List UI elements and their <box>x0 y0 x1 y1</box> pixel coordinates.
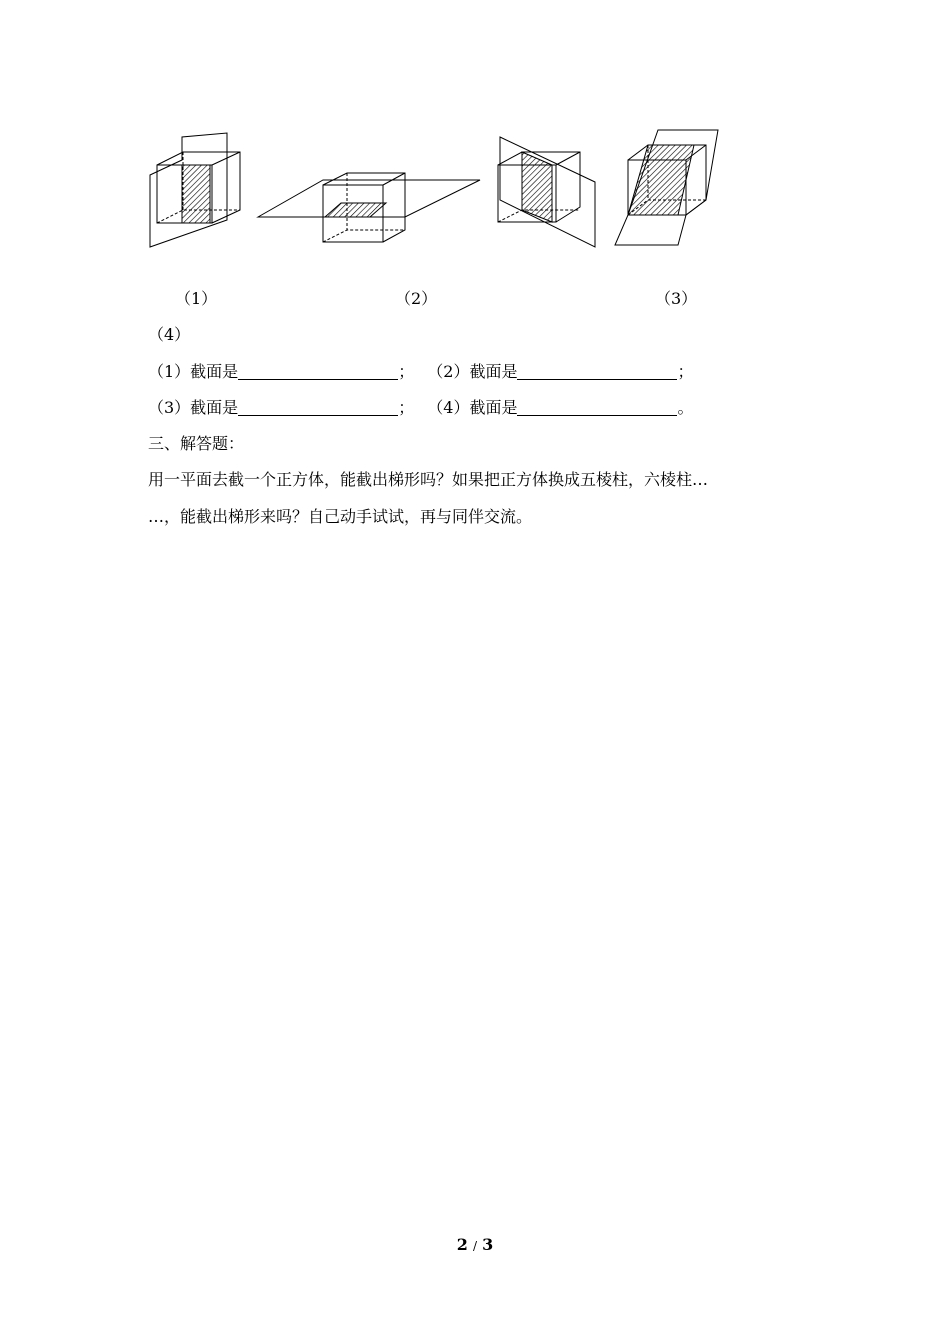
page-number <box>0 1235 950 1254</box>
question-line-2: …，能截出梯形来吗？自己动手试试，再与同伴交流。 <box>148 507 533 526</box>
answer-blank-3[interactable] <box>238 398 398 416</box>
answer-blank-2[interactable] <box>517 362 677 380</box>
question-line-1: 用一平面去截一个正方体，能截出梯形吗？如果把正方体换成五棱柱，六棱柱… <box>148 470 709 489</box>
answer-label-2: （2）截面是 <box>427 362 518 381</box>
section-heading: 三、解答题： <box>148 434 245 453</box>
figure-caption-1: （1） <box>175 289 218 308</box>
answer-label-4: （4）截面是 <box>427 398 518 417</box>
cube-oblique-plane-section-icon <box>610 125 725 255</box>
figure-caption-4: （4） <box>148 325 191 344</box>
answer-sep-3: ； <box>398 398 415 417</box>
figure-caption-2: （2） <box>395 289 438 308</box>
answer-sep-2: ； <box>677 362 694 381</box>
cube-vertical-plane-section-icon <box>145 125 255 255</box>
answer-blank-1[interactable] <box>238 362 398 380</box>
page-total: 3 <box>482 1235 494 1254</box>
page-current: 2 <box>456 1235 468 1254</box>
answer-label-1: （1）截面是 <box>148 362 239 381</box>
answer-sep-1: ； <box>398 362 415 381</box>
answer-blank-4[interactable] <box>517 398 677 416</box>
answer-sep-4: 。 <box>677 398 694 417</box>
answer-row-1 <box>148 359 694 382</box>
cube-horizontal-plane-section-icon <box>255 125 485 255</box>
page-separator: / <box>472 1239 478 1253</box>
answer-label-3: （3）截面是 <box>148 398 239 417</box>
figure-caption-3: （3） <box>655 289 698 308</box>
answer-row-2 <box>148 395 694 418</box>
figure-row <box>140 125 740 255</box>
cube-diagonal-vertical-plane-section-icon <box>495 125 605 255</box>
